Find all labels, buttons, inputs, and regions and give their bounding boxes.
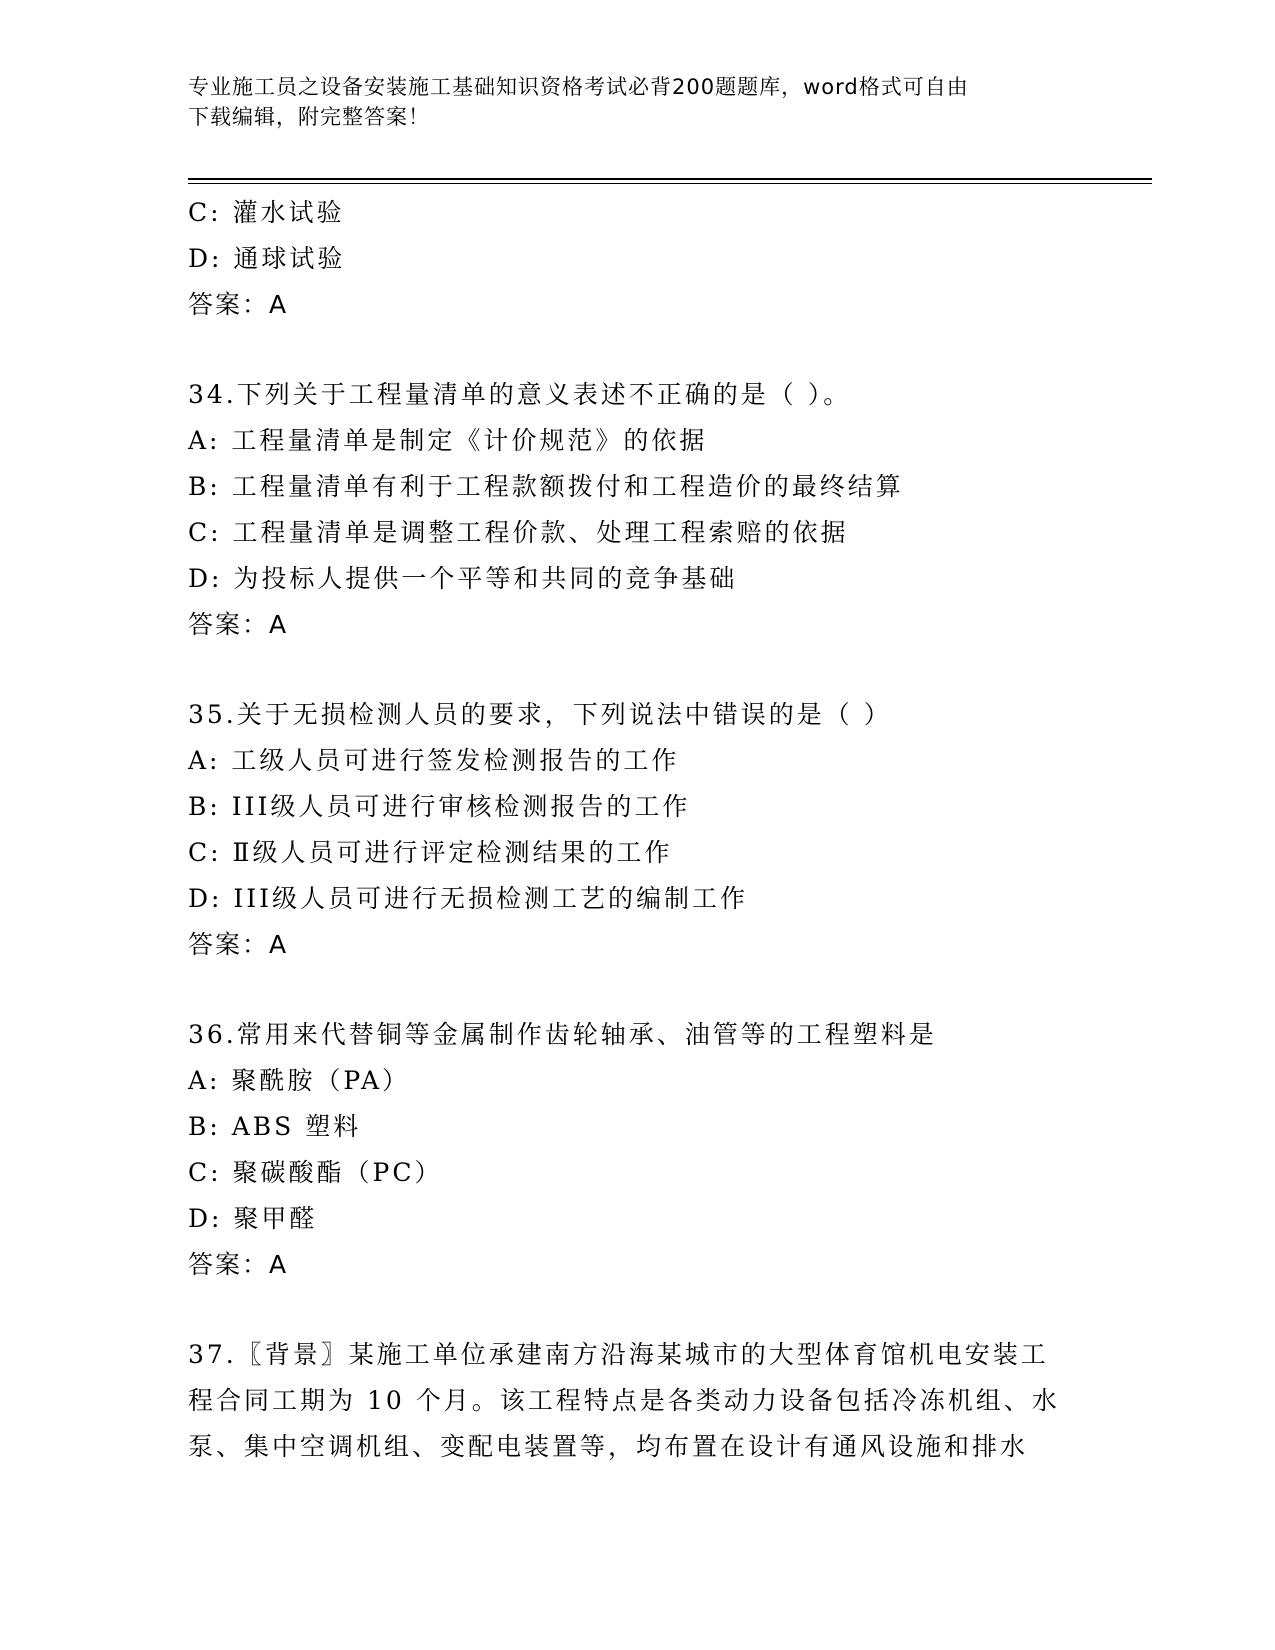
question-stem: 36.常用来代替铜等金属制作齿轮轴承、油管等的工程塑料是 xyxy=(188,1020,937,1049)
spacer xyxy=(188,968,1078,1012)
spacer xyxy=(188,328,1078,372)
option-d: D: III级人员可进行无损检测工艺的编制工作 xyxy=(188,884,749,913)
question-35 xyxy=(188,692,1078,968)
option-a: A: 工程量清单是制定《计价规范》的依据 xyxy=(188,426,708,455)
option-c: C: 灌水试验 xyxy=(188,198,345,227)
question-34 xyxy=(188,372,1078,648)
option-c: C: 工程量清单是调整工程价款、处理工程索赔的依据 xyxy=(188,518,849,547)
question-list xyxy=(188,190,1078,1470)
option-a: A: 工级人员可进行签发检测报告的工作 xyxy=(188,746,680,775)
question-36 xyxy=(188,1012,1078,1288)
header-rule-thin xyxy=(188,183,1152,184)
question-33-tail xyxy=(188,190,1078,328)
answer-line: 答案：A xyxy=(188,610,289,639)
question-stem-line-3: 泵、集中空调机组、变配电装置等，均布置在设计有通风设施和排水 xyxy=(188,1432,1029,1461)
document-header xyxy=(188,72,1088,132)
header-line-1: 专业施工员之设备安装施工基础知识资格考试必背200题题库，word格式可自由 xyxy=(188,75,969,99)
header-rule-thick xyxy=(188,178,1152,180)
question-stem-line-2: 程合同工期为 10 个月。该工程特点是各类动力设备包括冷冻机组、水 xyxy=(188,1386,1060,1415)
question-37 xyxy=(188,1332,1078,1470)
option-a: A: 聚酰胺（PA） xyxy=(188,1066,411,1095)
answer-line: 答案：A xyxy=(188,930,289,959)
option-d: D: 聚甲醛 xyxy=(188,1204,318,1233)
answer-line: 答案：A xyxy=(188,1250,289,1279)
option-c: C: 聚碳酸酯（PC） xyxy=(188,1158,443,1187)
option-b: B: III级人员可进行审核检测报告的工作 xyxy=(188,792,691,821)
answer-line: 答案：A xyxy=(188,290,289,319)
question-stem: 34.下列关于工程量清单的意义表述不正确的是（ ）。 xyxy=(188,380,852,409)
question-stem: 35.关于无损检测人员的要求，下列说法中错误的是（ ） xyxy=(188,700,892,729)
header-line-2: 下载编辑，附完整答案！ xyxy=(188,105,430,129)
question-stem-line-1: 37.〖背景〗某施工单位承建南方沿海某城市的大型体育馆机电安装工 xyxy=(188,1340,1049,1369)
option-d: D: 通球试验 xyxy=(188,244,346,273)
option-d: D: 为投标人提供一个平等和共同的竞争基础 xyxy=(188,564,738,593)
option-c: C: Ⅱ级人员可进行评定检测结果的工作 xyxy=(188,838,673,867)
option-b: B: ABS 塑料 xyxy=(188,1112,362,1141)
spacer xyxy=(188,1288,1078,1332)
option-b: B: 工程量清单有利于工程款额拨付和工程造价的最终结算 xyxy=(188,472,904,501)
spacer xyxy=(188,648,1078,692)
